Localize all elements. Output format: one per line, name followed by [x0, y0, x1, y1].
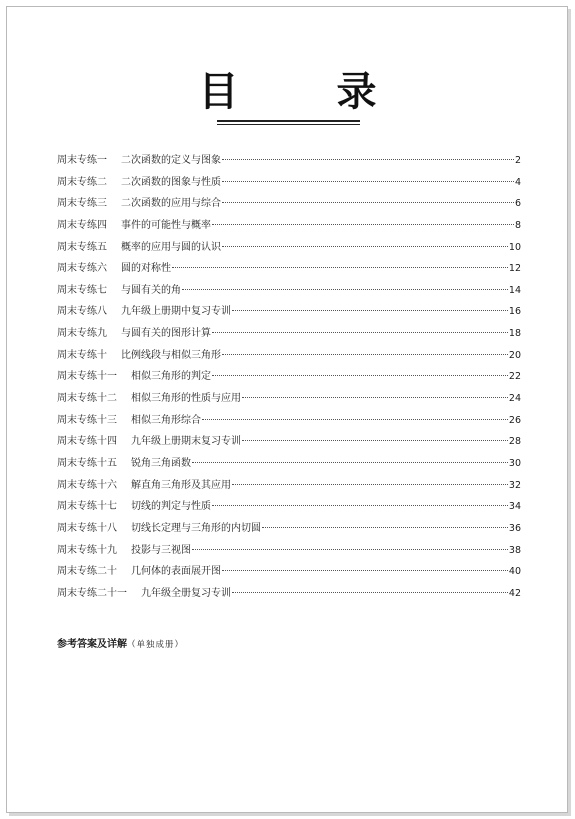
toc-entry-label: 周末专练二 [57, 176, 107, 188]
toc-entry-topic: 与圆有关的图形计算 [121, 328, 211, 340]
toc-entry[interactable] [57, 435, 521, 457]
toc-entry-topic: 投影与三视图 [131, 544, 191, 556]
toc-entry-label: 周末专练二十 [57, 566, 117, 578]
toc-entry-label: 周末专练五 [57, 241, 107, 253]
toc-leader-dots [232, 310, 508, 311]
toc-entry[interactable] [57, 241, 521, 263]
toc-leader-dots [222, 202, 514, 203]
toc-entry-topic: 锐角三角函数 [131, 457, 191, 469]
toc-entry-label: 周末专练四 [57, 219, 107, 231]
answers-title: 参考答案及详解 [57, 639, 127, 650]
table-of-contents [57, 154, 521, 608]
toc-entry[interactable] [57, 522, 521, 544]
toc-leader-dots [242, 397, 508, 398]
toc-entry[interactable] [57, 349, 521, 371]
toc-entry[interactable] [57, 544, 521, 566]
title-underline-thin [217, 124, 360, 125]
toc-entry-page: 40 [508, 566, 521, 578]
toc-entry[interactable] [57, 500, 521, 522]
toc-entry[interactable] [57, 284, 521, 306]
toc-entry[interactable] [57, 219, 521, 241]
toc-leader-dots [222, 159, 514, 160]
toc-leader-dots [232, 592, 508, 593]
toc-entry-label: 周末专练十六 [57, 479, 117, 491]
toc-entry-page: 8 [514, 219, 521, 231]
toc-entry-label: 周末专练十三 [57, 414, 117, 426]
toc-entry-page: 30 [508, 457, 521, 469]
toc-leader-dots [222, 246, 508, 247]
toc-entry[interactable] [57, 305, 521, 327]
toc-entry-label: 周末专练六 [57, 263, 107, 275]
toc-entry-label: 周末专练八 [57, 306, 107, 318]
toc-entry-label: 周末专练十八 [57, 522, 117, 534]
toc-entry-page: 38 [508, 544, 521, 556]
toc-entry[interactable] [57, 176, 521, 198]
toc-entry-page: 12 [508, 263, 521, 275]
toc-entry-topic: 概率的应用与圆的认识 [121, 241, 221, 253]
toc-leader-dots [212, 375, 508, 376]
toc-entry-page: 36 [508, 522, 521, 534]
toc-entry-topic: 相似三角形的判定 [131, 371, 211, 383]
toc-entry-label: 周末专练二十一 [57, 587, 127, 599]
answers-note: （单独成册） [127, 640, 185, 650]
toc-entry-topic: 二次函数的定义与图象 [121, 155, 221, 166]
toc-entry-label: 周末专练十九 [57, 544, 117, 556]
toc-entry-page: 20 [508, 349, 521, 361]
toc-leader-dots [222, 570, 508, 571]
toc-entry-label: 周末专练一 [57, 155, 107, 166]
toc-leader-dots [182, 289, 508, 290]
toc-entry-label: 周末专练十四 [57, 436, 117, 448]
toc-leader-dots [242, 440, 508, 441]
toc-entry-page: 32 [508, 479, 521, 491]
toc-leader-dots [172, 267, 508, 268]
toc-entry-topic: 二次函数的应用与综合 [121, 198, 221, 210]
toc-leader-dots [192, 549, 508, 550]
toc-entry[interactable] [57, 457, 521, 479]
toc-entry-topic: 与圆有关的角 [121, 284, 181, 296]
toc-entry-page: 14 [508, 284, 521, 296]
toc-entry[interactable] [57, 587, 521, 609]
toc-entry-topic: 切线的判定与性质 [131, 501, 211, 513]
toc-entry-topic: 事件的可能性与概率 [121, 219, 211, 231]
toc-leader-dots [212, 505, 508, 506]
toc-entry-page: 18 [508, 328, 521, 340]
toc-entry-topic: 切线长定理与三角形的内切圆 [131, 522, 261, 534]
title-underline [217, 120, 360, 122]
toc-entry[interactable] [57, 479, 521, 501]
toc-entry[interactable] [57, 392, 521, 414]
toc-entry-topic: 解直角三角形及其应用 [131, 479, 231, 491]
toc-entry-topic: 几何体的表面展开图 [131, 566, 221, 578]
toc-entry[interactable] [57, 262, 521, 284]
toc-leader-dots [222, 181, 514, 182]
toc-entry-topic: 圆的对称性 [121, 263, 171, 275]
toc-leader-dots [202, 419, 508, 420]
toc-leader-dots [192, 462, 508, 463]
toc-entry-page: 4 [514, 176, 521, 188]
toc-entry-label: 周末专练七 [57, 284, 107, 296]
toc-entry-topic: 九年级全册复习专训 [141, 587, 231, 599]
toc-entry-page: 24 [508, 393, 521, 405]
toc-entry-page: 28 [508, 436, 521, 448]
toc-entry-label: 周末专练三 [57, 198, 107, 210]
toc-entry[interactable] [57, 370, 521, 392]
toc-leader-dots [212, 224, 514, 225]
toc-leader-dots [212, 332, 508, 333]
toc-entry-topic: 九年级上册期中复习专训 [121, 306, 231, 318]
toc-entry-topic: 二次函数的图象与性质 [121, 176, 221, 188]
toc-entry-label: 周末专练十一 [57, 371, 117, 383]
toc-entry[interactable] [57, 327, 521, 349]
toc-leader-dots [232, 484, 508, 485]
toc-entry-page: 22 [508, 371, 521, 383]
toc-entry-page: 6 [514, 198, 521, 210]
toc-entry-topic: 相似三角形的性质与应用 [131, 393, 241, 405]
toc-entry[interactable] [57, 197, 521, 219]
toc-entry-label: 周末专练十五 [57, 457, 117, 469]
toc-entry-page: 34 [508, 501, 521, 513]
toc-entry-label: 周末专练十 [57, 349, 107, 361]
answers-line [57, 635, 184, 650]
toc-entry-page: 42 [508, 587, 521, 599]
toc-entry-page: 2 [514, 155, 521, 166]
toc-entry[interactable] [57, 154, 521, 176]
toc-entry-label: 周末专练十七 [57, 501, 117, 513]
toc-entry-topic: 比例线段与相似三角形 [121, 349, 221, 361]
toc-leader-dots [262, 527, 508, 528]
toc-leader-dots [222, 354, 508, 355]
toc-entry[interactable] [57, 565, 521, 587]
toc-entry[interactable] [57, 414, 521, 436]
toc-entry-label: 周末专练十二 [57, 393, 117, 405]
toc-entry-topic: 九年级上册期末复习专训 [131, 436, 241, 448]
toc-entry-page: 16 [508, 306, 521, 318]
toc-entry-label: 周末专练九 [57, 328, 107, 340]
toc-entry-page: 26 [508, 414, 521, 426]
toc-entry-page: 10 [508, 241, 521, 253]
toc-entry-topic: 相似三角形综合 [131, 414, 201, 426]
toc-title: 目 录 [198, 68, 419, 115]
